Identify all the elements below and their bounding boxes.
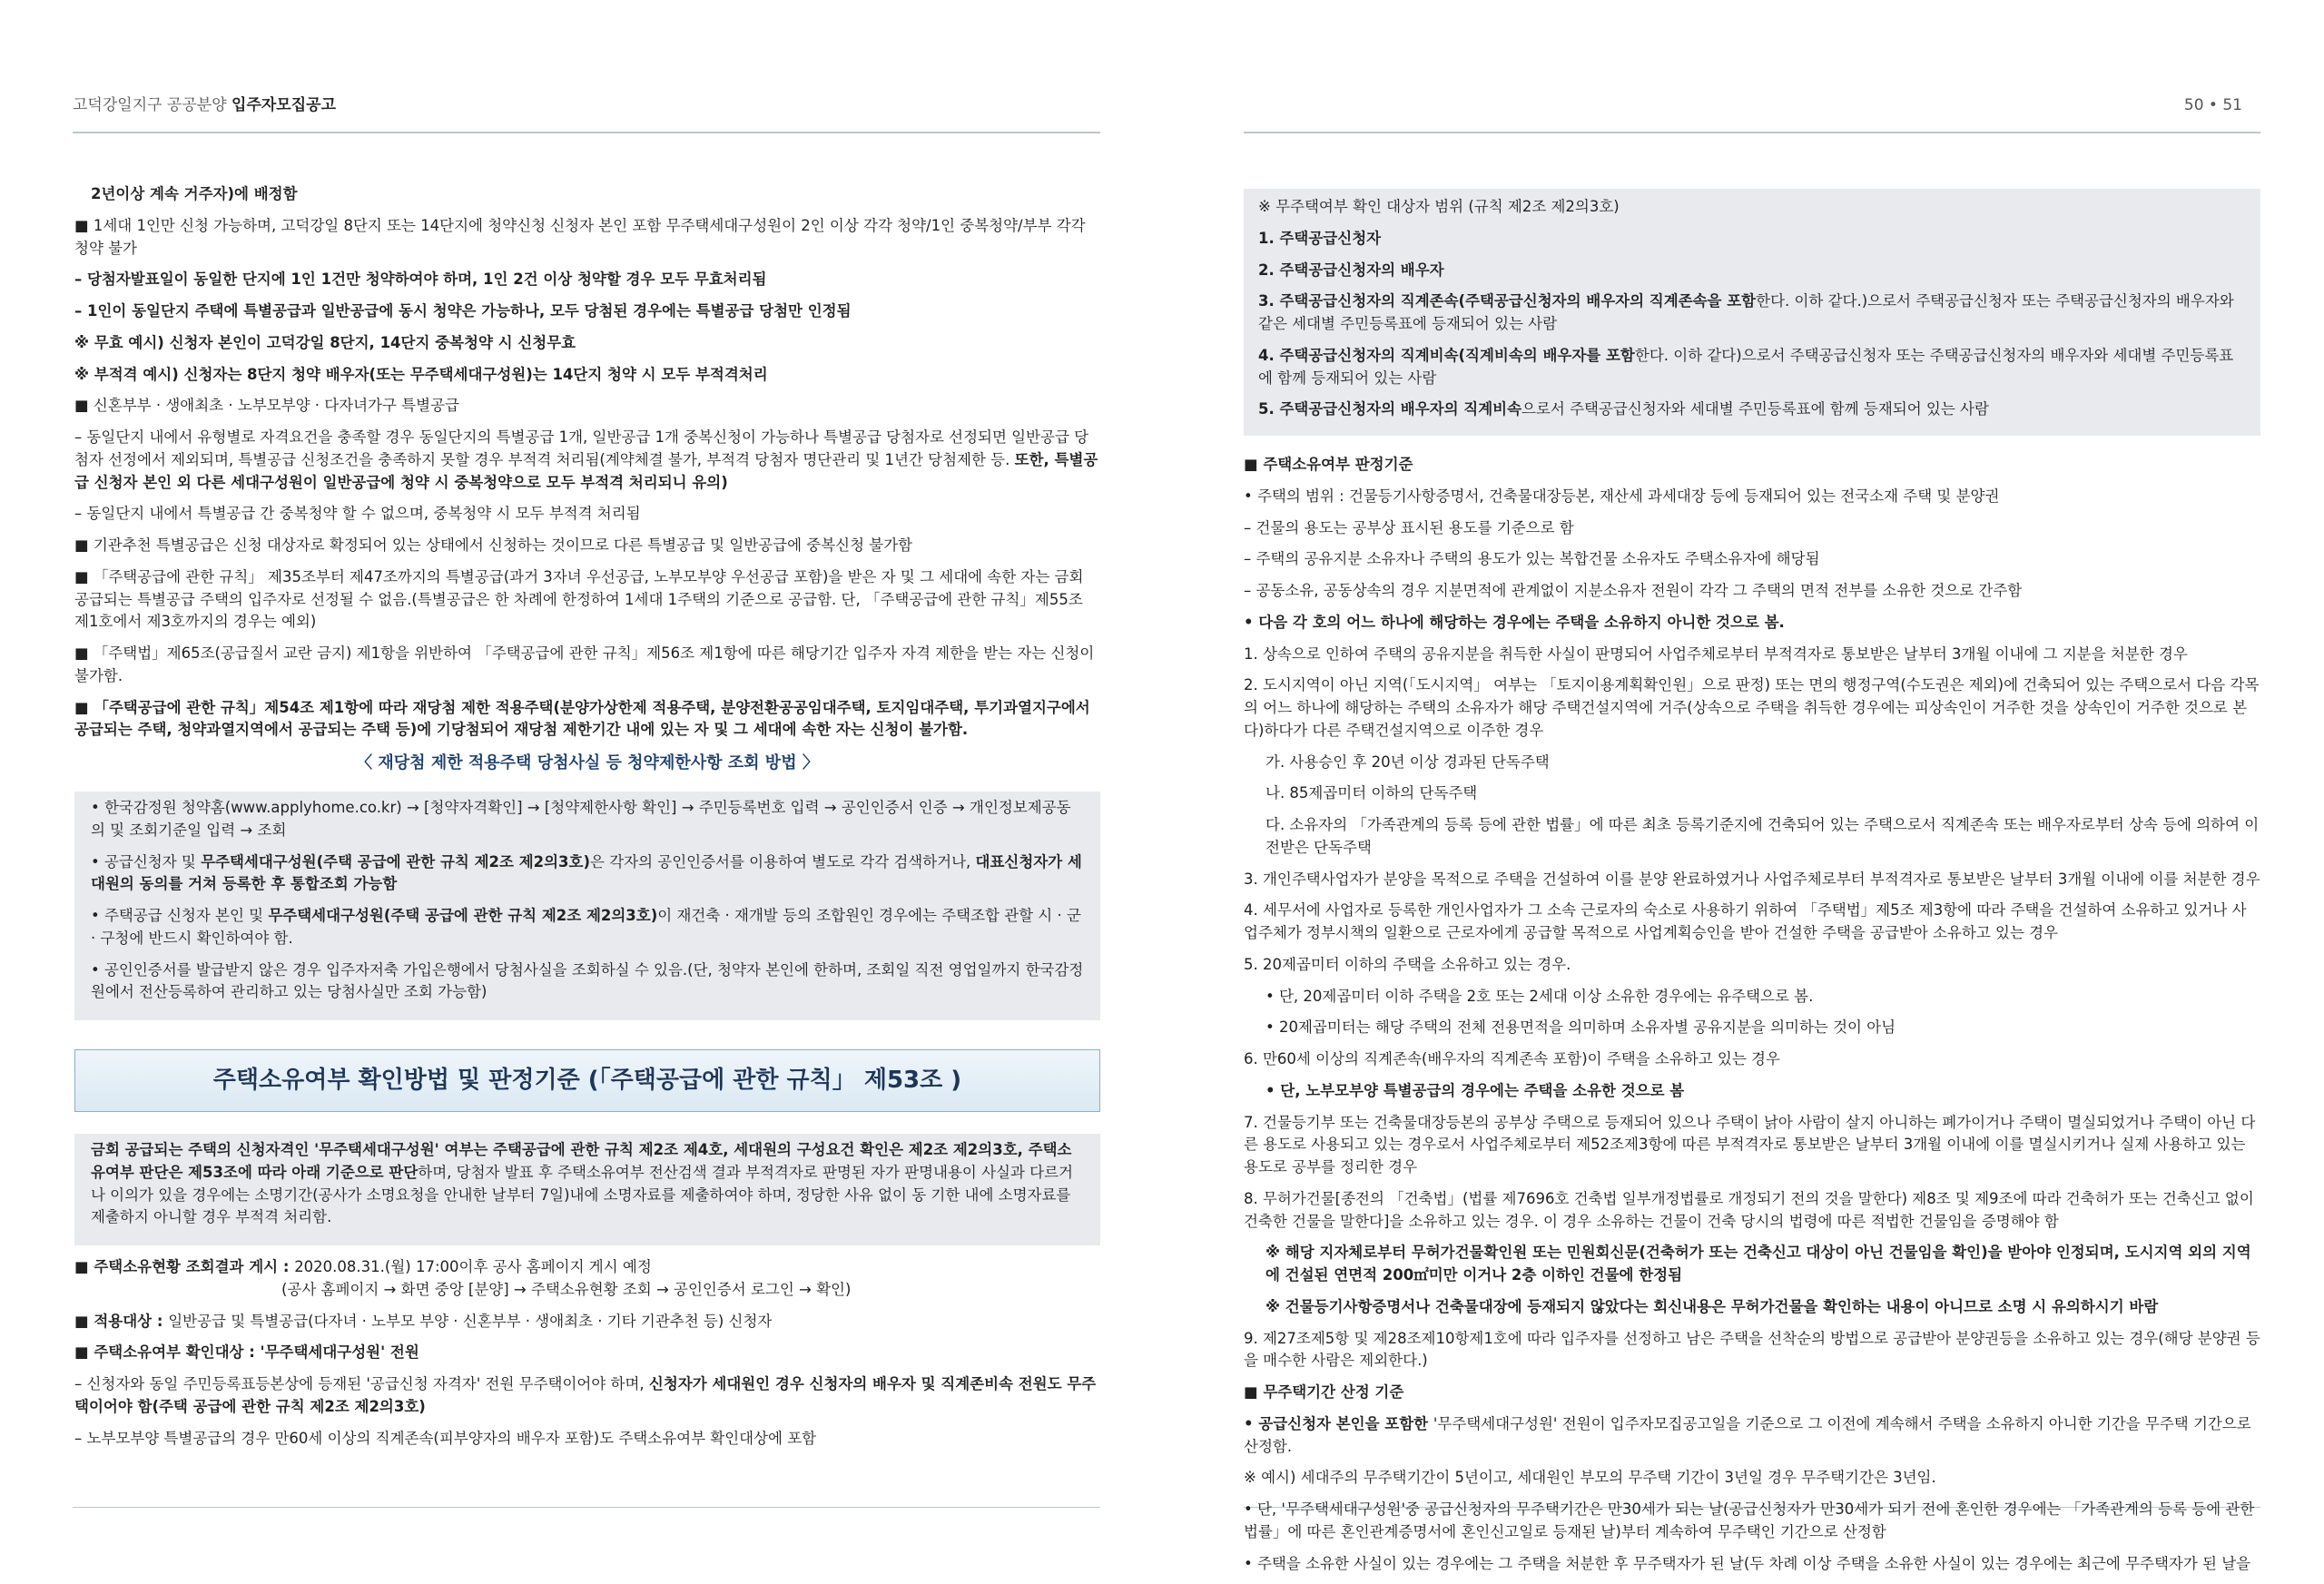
text-span: 한다. 이하 같다.)으로서 주택공급신청자 또는 주택공급신청자의 배우자와 같은 세대별 주민등록표에 등재되어 있는 사람 (1258, 292, 2234, 332)
box-item: • 한국감정원 청약홈(www.applyhome.co.kr) → [청약자격확인] → [청약제한사항 확인] → 주민등록번호 입력 → 공인인증서 인증 → 개인정보제공동의 및 조회기준일 입력 → 조회 (91, 799, 1071, 839)
bullet-item: ■ 신혼부부 · 생애최초 · 노부모부양 · 다자녀가구 특별공급 (74, 397, 459, 415)
bullet-item: ■ 「주택공급에 관한 규칙」제54조 제1항에 따라 재당첨 제한 적용주택(분양가상한제 적용주택, 분양전환공공임대주택, 토지임대주택, 투기과열지구에서 공급되는 주택, 청약과열지역에서 공급되는 주택 등)에 기당첨되어 재당첨 제한기간 내에 있는 자 및 그 세대에 속한 자는 신청이 불가함. (74, 698, 1090, 739)
emphasis-span: 무주택세대구성원(주택 공급에 관한 규칙 제2조 제2의3호) (268, 907, 658, 924)
numbered-item: 6. 만60세 이상의 직계존속(배우자의 직계존속 포함)이 주택을 소유하고 있는 경우 (1244, 1050, 1780, 1067)
label-span: ■ 적용대상 : (74, 1312, 169, 1330)
box-item: 2. 주택공급신청자의 배우자 (1258, 261, 1444, 279)
box-title: 〈 재당첨 제한 적용주택 당첨사실 등 청약제한사항 조회 방법 〉 (356, 753, 819, 772)
numbered-item: 4. 세무서에 사업자로 등록한 개인사업자가 그 소속 근로자의 숙소로 사용하기 위하여 「주택법」제5조 제3항에 따라 주택을 건설하여 소유하고 있거나 사업주체가 정부시책의 일환으로 근로자에게 공급할 목적으로 사업계획승인을 받아 건설한 주택을 공급받아 소유하고 있는 경우 (1244, 901, 2247, 941)
text-span: 한다. 이하 같다)으로서 주택공급신청자 또는 주택공급신청자의 배우자와 세대별 주민등록표에 함께 등재되어 있는 사람 (1258, 346, 2234, 387)
bullet-item: ■ 「주택공급에 관한 규칙」 제35조부터 제47조까지의 특별공급(과거 3자녀 우선공급, 노부모부양 우선공급 포함)을 받은 자 및 그 세대에 속한 자는 금회 공급되는 특별공급 주택의 입주자로 선정될 수 없음.(특별공급은 한 차례에 한정하여 1세대 1주택의 기준으로 공급함. 단, 「주택공급에 관한 규칙」제55조 제1호에서 제3호까지의 경우는 예외) (74, 567, 1084, 631)
header-bold: 입주자모집공고 (231, 96, 336, 114)
dash-item: – 1인이 동일단지 주택에 특별공급과 일반공급에 동시 청약은 가능하나, 모두 당첨된 경우에는 특별공급 당첨만 인정됨 (74, 302, 852, 320)
dash-item (74, 1373, 1100, 1419)
bullet-item: • 단, '무주택세대구성원'중 공급신청자의 무주택기간은 만30세가 되는 날(공급신청자가 만30세가 되기 전에 혼인한 경우에는 「가족관계의 등록 등에 관한 법률」에 따른 혼인관계증명서에 혼인신고일로 등재된 날)부터 계속하여 무주택인 기간으로 산정함 (1244, 1500, 2255, 1540)
numbered-item: 3. 개인주택사업자가 분양을 목적으로 주택을 건설하여 이를 분양 완료하였거나 사업주체로부터 부적격자로 통보받은 날부터 3개월 이내에 이를 처분한 경우 (1244, 870, 2260, 888)
box-item (1258, 290, 2246, 336)
emphasis-span: 무주택세대구성원(주택 공급에 관한 규칙 제2조 제2의3호) (201, 852, 591, 871)
document-header-title (73, 94, 336, 118)
note-item: ※ 예시) 세대주의 무주택기간이 5년이고, 세대원인 부모의 무주택 기간이 3년일 경우 무주택기간은 3년임. (1244, 1469, 1936, 1487)
dash-item: – 주택의 공유지분 소유자나 주택의 용도가 있는 복합건물 소유자도 주택소유자에 해당됨 (1244, 550, 1820, 568)
section-heading: ■ 무주택기간 산정 기준 (1244, 1383, 1404, 1401)
sub-item: • 20제곱미터는 해당 주택의 전체 전용면적을 의미하며 소유자별 공유지분을 의미하는 것이 아님 (1265, 1018, 1896, 1037)
box-item: • 공인인증서를 발급받지 않은 경우 입주자저축 가입은행에서 당첨사실을 조회하실 수 있음.(단, 청약자 본인에 한하며, 조회일 직전 영업일까지 한국감정원에서 전산등록하여 관리하고 있는 당첨사실만 조회 가능함) (91, 960, 1084, 1001)
dash-item (74, 427, 1100, 494)
box-heading: ※ 무주택여부 확인 대상자 범위 (규칙 제2조 제2의3호) (1258, 198, 1620, 215)
emphasis-span: 3. 주택공급신청자의 직계존속(주택공급신청자의 배우자의 직계존속을 포함 (1258, 292, 1757, 310)
bullet-item: • 주택을 소유한 사실이 있는 경우에는 그 주택을 처분한 후 무주택자가 된 날(두 차례 이상 주택을 소유한 사실이 있는 경우에는 최근에 무주택자가 된 날을 (1244, 1554, 2251, 1572)
numbered-item: 1. 상속으로 인하여 주택의 공유지분을 취득한 사실이 판명되어 사업주체로부터 부적격자로 통보받은 날부터 3개월 이내에 그 지분을 처분한 경우 (1244, 644, 2188, 663)
note-item: ※ 부적격 예시) 신청자는 8단지 청약 배우자(또는 무주택세대구성원)는 14단지 청약 시 모두 부적격처리 (74, 365, 768, 383)
emphasis-span: • 공급신청자 본인을 포함한 (1244, 1414, 1433, 1432)
bullet-item: ■ 「주택법」제65조(공급질서 교란 금지) 제1항을 위반하여 「주택공급에 관한 규칙」제56조 제1항에 따른 해당기간 입주자 자격 제한을 받는 자는 신청이 불가함. (74, 644, 1095, 684)
bullet-item: ■ 기관추천 특별공급은 신청 대상자로 확정되어 있는 상태에서 신청하는 것이므로 다른 특별공급 및 일반공급에 중복신청 불가함 (74, 536, 913, 554)
text-span: • 주택공급 신청자 본인 및 (91, 907, 269, 924)
right-page (1244, 189, 2260, 1584)
numbered-item: 9. 제27조제5항 및 제28조제10항제1호에 따라 입주자를 선정하고 남은 주택을 선착순의 방법으로 공급받아 분양권등을 소유하고 있는 경우(해당 분양권 등을 매수한 사람은 제외한다.) (1244, 1329, 2260, 1370)
numbered-item: 8. 무허가건물[종전의 「건축법」(법률 제7696호 건축법 일부개정법률로 개정되기 전의 것을 말한다) 제8조 및 제9조에 따라 건축허가 또는 건축신고 없이 건축한 건물을 말한다]을 소유하고 있는 경우. 이 경우 소유하는 건물이 건축 당시의 법령에 따른 적법한 건물임을 증명해야 함 (1244, 1189, 2254, 1230)
dash-item: – 공동소유, 공동상속의 경우 지분면적에 관계없이 지분소유자 전원이 각각 그 주택의 면적 전부를 소유한 것으로 간주함 (1244, 582, 2023, 599)
text-span: 으로서 주택공급신청자와 세대별 주민등록표에 함께 등재되어 있는 사람 (1521, 400, 1989, 418)
box-item (1258, 398, 2246, 421)
emphasis-span: 금회 공급되는 주택의 신청자격인 '무주택세대구성원' 여부는 주택공급에 관한 규칙 제2조 제4호, 세대원의 구성요건 확인은 제2조 제2의3호, 주택소유여부 판단은 제53조에 따라 아래 기준으로 판단 (91, 1141, 1072, 1181)
dash-item: – 노부모부양 특별공급의 경우 만60세 이상의 직계존속(피부양자의 배우자 포함)도 주택소유여부 확인대상에 포함 (74, 1429, 817, 1447)
header-rule-right (1244, 132, 2260, 133)
section-title: 주택소유여부 확인방법 및 판정기준 (「주택공급에 관한 규칙」 제53조 ) (74, 1049, 1100, 1112)
bullet-item: • 주택의 범위 : 건물등기사항증명서, 건축물대장등본, 재산세 과세대장 등에 등재되어 있는 전국소재 주택 및 분양권 (1244, 487, 2000, 505)
sub-item: • 단, 노부모부양 특별공급의 경우에는 주택을 소유한 것으로 봄 (1265, 1081, 1685, 1099)
range-box (1244, 189, 2260, 436)
text-span: – 신청자와 동일 주민등록표등본상에 등재된 '공급신청 자격자' 전원 무주택이어야 하며, (74, 1375, 649, 1392)
text-span: 은 각자의 공인인증서를 이용하여 별도로 각각 검색하거나, (590, 852, 976, 871)
emphasis-span: 또한, 특별공급 신청자 본인 외 다른 세대구성원이 일반공급에 청약 시 중복청약으로 모두 부적격 처리되니 유의) (74, 450, 1098, 491)
box-item: 1. 주택공급신청자 (1258, 229, 1382, 247)
sub-item: (공사 홈페이지 → 화면 중앙 [분양] → 주택소유현황 조회 → 공인인증서 로그인 → 확인) (281, 1280, 852, 1298)
bullet-item (74, 1256, 1100, 1279)
emphasis-span: 5. 주택공급신청자의 배우자의 직계비속 (1258, 400, 1522, 418)
header-rule-left (73, 132, 1100, 133)
bullet-item: • 다음 각 호의 어느 하나에 해당하는 경우에는 주택을 소유하지 아니한 것으로 봄. (1244, 613, 1785, 631)
box-item (91, 851, 1084, 897)
box-item (1258, 345, 2246, 390)
numbered-item: 5. 20제곱미터 이하의 주택을 소유하고 있는 경우. (1244, 955, 1571, 973)
numbered-item: 2. 도시지역이 아닌 지역(「도시지역」 여부는 「토지이용계획확인원」으로 판정) 또는 면의 행정구역(수도권은 제외)에 건축되어 있는 주택으로서 다음 각목의 어느 하나에 해당하는 주택의 소유자가 해당 주택건설지역에 거주(상속으로 주택을 취득한 경우에는 피상속인이 거주한 것을 상속인이 거주한 것으로 본다)하다가 다른 주택건설지역으로 이주한 경우 (1244, 676, 2260, 739)
sub-item: • 단, 20제곱미터 이하 주택을 2호 또는 2세대 이상 소유한 경우에는 유주택으로 봄. (1265, 987, 1814, 1005)
text-span: 이 재건축 · 재개발 등의 조합원인 경우에는 주택조합 관할 시 · 군 · 구청에 반드시 확인하여야 함. (91, 907, 1081, 947)
footer-rule-left (73, 1507, 1100, 1508)
page-numbers: 50 • 51 (2183, 96, 2242, 114)
text-span: 하며, 당첨자 발표 후 주택소유여부 전산검색 결과 부적격자로 판명된 자가 판명내용이 사실과 다르거나 이의가 있을 경우에는 소명기간(공사가 소명요청을 안내한 날부터 7일)내에 소명자료를 제출하여야 하며, 정당한 사유 없이 동 기한 내에 소명자료를 제출하지 아니할 경우 부적격 처리함. (91, 1163, 1073, 1226)
box-item (91, 905, 1084, 950)
dash-item: – 건물의 용도는 공부상 표시된 용도를 기준으로 함 (1244, 518, 1574, 536)
note-item: ※ 건물등기사항증명서나 건축물대장에 등재되지 않았다는 회신내용은 무허가건물을 확인하는 내용이 아니므로 소명 시 유의하시기 바람 (1265, 1297, 2159, 1315)
emphasis-span: 4. 주택공급신청자의 직계비속(직계비속의 배우자를 포함 (1258, 346, 1635, 364)
paragraph: 2년이상 계속 거주자)에 배정함 (91, 185, 298, 202)
text-span: – 동일단지 내에서 유형별로 자격요건을 충족할 경우 동일단지의 특별공급 1개, 일반공급 1개 중복신청이 가능하나 특별공급 당첨자로 선정되면 일반공급 당첨자 선정에서 제외되며, 특별공급 신청조건을 충족하지 못할 경우 부적격 처리됨(계약체결 불가, 부적격 당첨자 명단관리 및 1년간 당첨제한 등. (74, 428, 1089, 468)
note-item: ※ 무효 예시) 신청자 본인이 고덕강일 8단지, 14단지 중복청약 시 신청무효 (74, 333, 576, 351)
sub-item: 나. 85제곱미터 이하의 단독주택 (1265, 784, 1478, 802)
left-page (74, 183, 1100, 1459)
section-heading: ■ 주택소유여부 판정기준 (1244, 456, 1413, 473)
bullet-item: ■ 주택소유여부 확인대상 : '무주택세대구성원' 전원 (74, 1343, 419, 1362)
emphasis-span: 신청자가 세대원인 경우 신청자의 배우자 및 직계존비속 전원도 무주택이어야 함(주택 공급에 관한 규칙 제2조 제2의3호) (74, 1375, 1097, 1415)
dash-item: – 당첨자발표일이 동일한 단지에 1인 1건만 청약하여야 하며, 1인 2건 이상 청약할 경우 모두 무효처리됨 (74, 271, 767, 289)
header-plain: 고덕강일지구 공공분양 (73, 96, 232, 114)
bullet-item (1244, 1413, 2260, 1459)
label-span: ■ 주택소유현황 조회결과 게시 : (74, 1258, 295, 1275)
intro-paragraph (91, 1139, 1084, 1229)
intro-box (74, 1134, 1100, 1245)
numbered-item: 7. 건물등기부 또는 건축물대장등본의 공부상 주택으로 등재되어 있으나 주택이 낡아 사람이 살지 아니하는 폐가이거나 주택이 멸실되었거나 주택이 아닌 다른 용도로 사용되고 있는 경우로서 사업주체로부터 제52조제3항에 따른 부적격자로 통보받은 날부터 3개월 이내에 이를 멸실시키거나 실제 사용하고 있는 용도로 공부를 정리한 경우 (1244, 1113, 2256, 1176)
text-span: '무주택세대구성원' 전원이 입주자모집공고일을 기준으로 그 이전에 계속해서 주택을 소유하지 아니한 기간을 무주택 기간으로 산정함. (1244, 1414, 2251, 1455)
text-span: • 공급신청자 및 (91, 852, 202, 871)
text-span: 일반공급 및 특별공급(다자녀 · 노부모 부양 · 신혼부부 · 생애최초 · 기타 기관추천 등) 신청자 (168, 1312, 773, 1330)
dash-item: – 동일단지 내에서 특별공급 간 중복청약 할 수 없으며, 중복청약 시 모두 부적격 처리됨 (74, 505, 641, 523)
bullet-item: ■ 1세대 1인만 신청 가능하며, 고덕강일 8단지 또는 14단지에 청약신청 신청자 본인 포함 무주택세대구성원이 2인 이상 각각 청약/1인 중복청약/부부 각각 청약 불가 (74, 216, 1086, 257)
sub-item: 가. 사용승인 후 20년 이상 경과된 단독주택 (1265, 753, 1550, 771)
sub-item: 다. 소유자의 「가족관계의 등록 등에 관한 법률」에 따른 최초 등록기준지에 건축되어 있는 주택으로서 직계존속 또는 배우자로부터 상속 등에 의하여 이전받은 단독주택 (1265, 816, 2260, 856)
emphasis-span: 대표신청자가 세대원의 동의를 거쳐 등록한 후 통합조회 가능함 (91, 852, 1082, 893)
inquiry-box (74, 792, 1100, 1020)
bullet-item (74, 1311, 1100, 1333)
text-span: 2020.08.31.(월) 17:00이후 공사 홈페이지 게시 예정 (294, 1258, 652, 1275)
note-item: ※ 해당 지자체로부터 무허가건물확인원 또는 민원회신문(건축허가 또는 건축신고 대상이 아닌 건물임을 확인)을 받아야 인정되며, 도시지역 외의 지역에 건설된 연면적 200㎡미만 이거나 2층 이하인 건물에 한정됨 (1265, 1244, 2251, 1284)
